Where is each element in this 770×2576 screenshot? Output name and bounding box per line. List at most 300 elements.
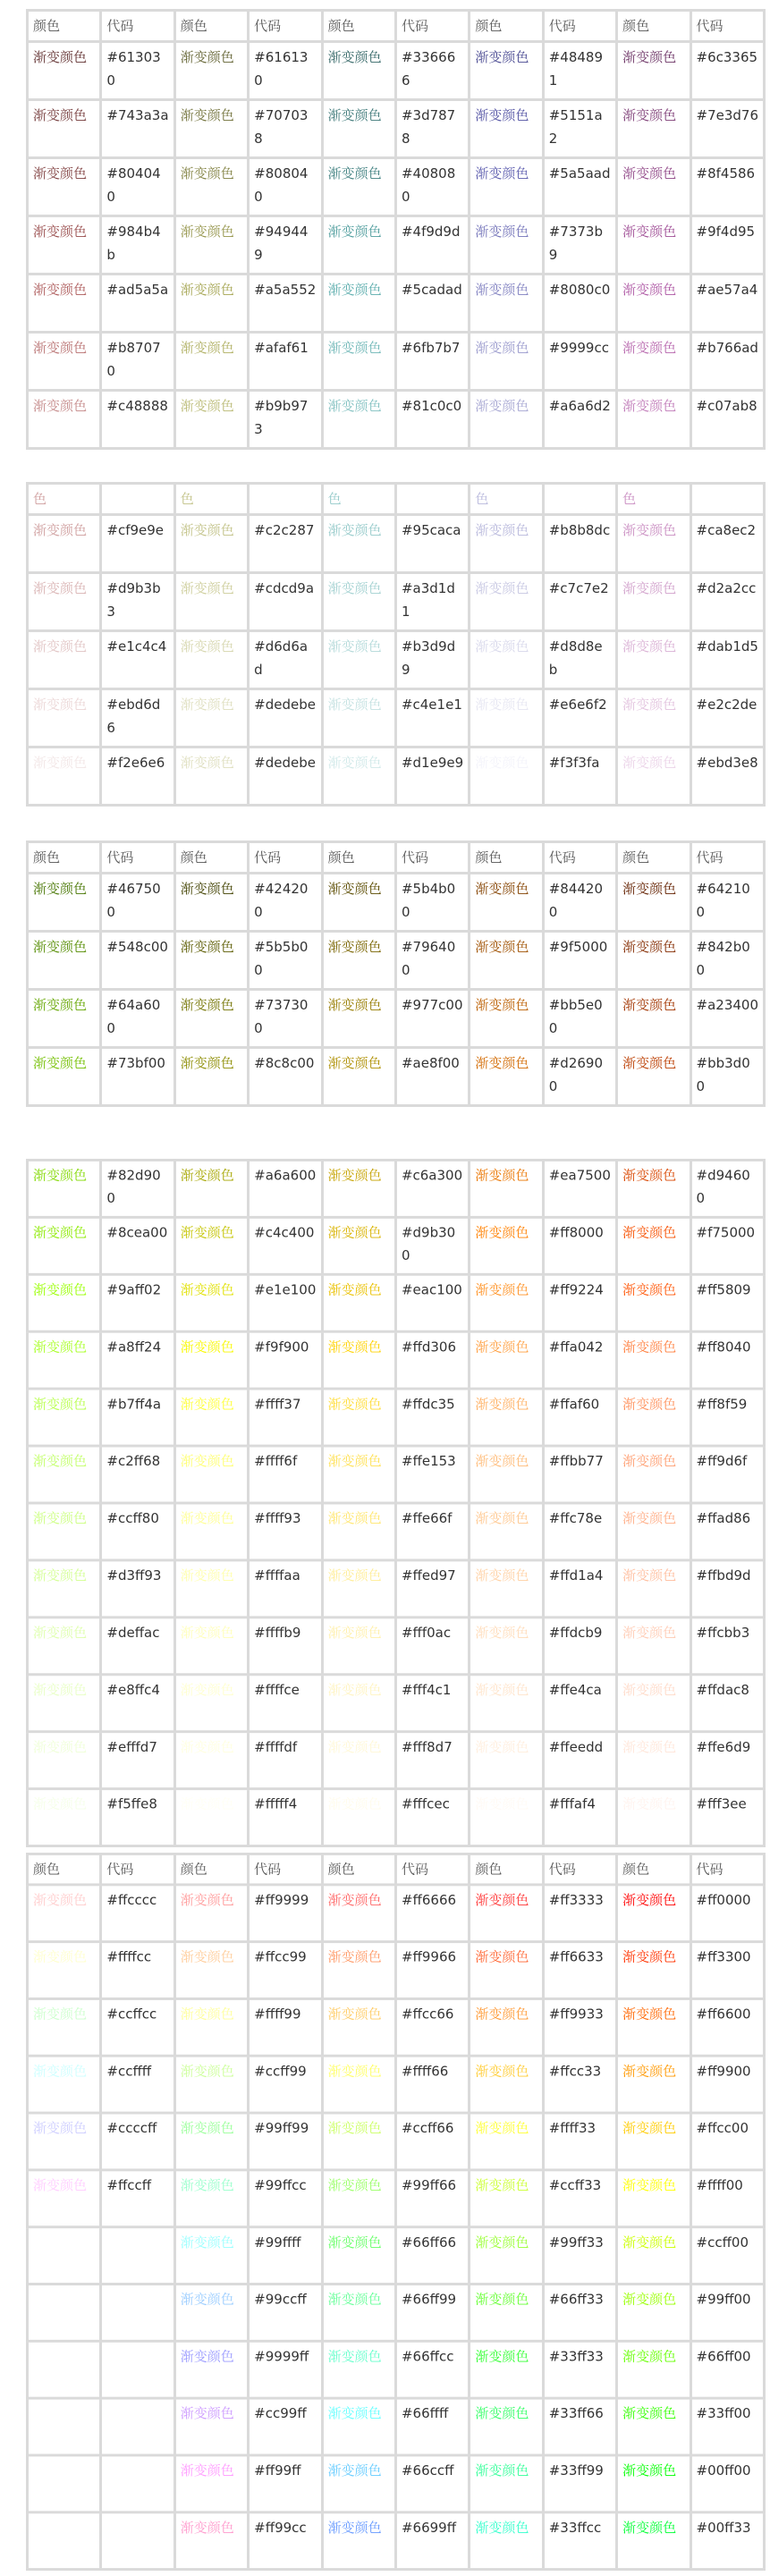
column-header-code: 代码: [101, 1854, 174, 1884]
column-header-color: 颜色: [470, 842, 543, 874]
table-row: [28, 2170, 765, 2227]
color-swatch-cell: 渐变颜色: [322, 1942, 395, 1999]
color-swatch-cell: 渐变颜色: [617, 1732, 690, 1789]
color-swatch-cell: 渐变颜色: [322, 1675, 395, 1732]
color-code-cell: #d94600: [690, 1160, 764, 1217]
color-swatch-cell: 渐变颜色: [322, 1560, 395, 1617]
color-code-cell: #6c3365: [690, 42, 764, 100]
color-code-cell: #ff99cc: [249, 2513, 322, 2570]
color-swatch-cell: 渐变颜色: [470, 2113, 543, 2170]
color-code-cell: #ff6633: [543, 1942, 616, 1999]
color-swatch-cell: 渐变颜色: [617, 932, 690, 990]
color-code-cell: #ffff93: [249, 1503, 322, 1560]
table-row: [28, 573, 765, 631]
color-swatch-cell: [28, 2341, 101, 2398]
color-swatch-cell: 渐变颜色: [174, 2341, 248, 2398]
color-swatch-cell: 渐变颜色: [174, 1885, 248, 1942]
color-code-cell: #b3d9d9: [395, 631, 469, 689]
column-header-code: 代码: [249, 1854, 322, 1884]
color-code-cell: #dedebe: [249, 689, 322, 747]
color-code-cell: #8f4586: [690, 158, 764, 216]
color-swatch-cell: 渐变颜色: [470, 1274, 543, 1331]
color-code-cell: #842b00: [690, 932, 764, 990]
color-code-cell: #33ff33: [543, 2341, 616, 2398]
color-code-cell: #ffffce: [249, 1675, 322, 1732]
column-header-code: 代码: [690, 842, 764, 874]
color-swatch-cell: 渐变颜色: [174, 158, 248, 216]
color-swatch-cell: 渐变颜色: [322, 1732, 395, 1789]
color-code-cell: #e1e100: [249, 1274, 322, 1331]
table-row: [28, 1732, 765, 1789]
color-code-cell: #8080c0: [543, 274, 616, 333]
column-header-color: 颜色: [470, 11, 543, 42]
color-code-cell: #484891: [543, 42, 616, 100]
color-swatch-cell: 渐变颜色: [470, 2056, 543, 2113]
color-code-cell: #ff9933: [543, 1998, 616, 2056]
color-swatch-cell: 渐变颜色: [174, 274, 248, 333]
table-row: [28, 333, 765, 391]
color-code-cell: #977c00: [395, 990, 469, 1048]
color-swatch-cell: 渐变颜色: [470, 216, 543, 274]
color-code-cell: #ffccff: [101, 2170, 174, 2227]
color-code-cell: #d9b3b3: [101, 573, 174, 631]
color-swatch-cell: 渐变颜色: [28, 1732, 101, 1789]
color-swatch-cell: 渐变颜色: [322, 391, 395, 449]
color-swatch-cell: 渐变颜色: [322, 2170, 395, 2227]
color-code-cell: #9999cc: [543, 333, 616, 391]
color-swatch-cell: 渐变颜色: [470, 990, 543, 1048]
color-swatch-cell: 渐变颜色: [617, 2341, 690, 2398]
column-header-color: 颜色: [28, 11, 101, 42]
color-code-cell: #ff9900: [690, 2056, 764, 2113]
color-swatch-cell: 渐变颜色: [470, 1617, 543, 1675]
color-code-cell: #ffbd9d: [690, 1560, 764, 1617]
color-code-cell: #ffff37: [249, 1389, 322, 1446]
color-swatch-cell: 渐变颜色: [28, 158, 101, 216]
color-code-cell: #ff3300: [690, 1942, 764, 1999]
color-swatch-cell: 渐变颜色: [322, 1389, 395, 1446]
color-swatch-cell: 渐变颜色: [617, 1675, 690, 1732]
color-code-cell: #fff0ac: [395, 1617, 469, 1675]
color-code-cell: #9aff02: [101, 1274, 174, 1331]
column-header-code: 代码: [690, 1854, 764, 1884]
color-swatch-cell: 渐变颜色: [28, 2056, 101, 2113]
color-swatch-cell: [28, 2398, 101, 2455]
color-code-cell: #d9b300: [395, 1217, 469, 1274]
color-swatch-cell: 渐变颜色: [470, 333, 543, 391]
color-code-cell: #b7ff4a: [101, 1389, 174, 1446]
color-code-cell: #6fb7b7: [395, 333, 469, 391]
color-swatch-cell: 渐变颜色: [617, 1160, 690, 1217]
color-code-cell: #a5a552: [249, 274, 322, 333]
color-swatch-cell: 渐变颜色: [174, 1732, 248, 1789]
color-swatch-cell: 渐变颜色: [470, 2341, 543, 2398]
color-code-cell: #9f4d95: [690, 216, 764, 274]
color-code-cell: #9f5000: [543, 932, 616, 990]
color-swatch-cell: 渐变颜色: [617, 100, 690, 158]
partial-cell: 色: [28, 484, 101, 515]
color-code-cell: #afaf61: [249, 333, 322, 391]
color-swatch-cell: 渐变颜色: [322, 274, 395, 333]
table-row: [28, 689, 765, 747]
color-swatch-cell: 渐变颜色: [617, 2285, 690, 2342]
column-header-color: 颜色: [174, 842, 248, 874]
color-swatch-cell: 渐变颜色: [617, 391, 690, 449]
partial-cell: [395, 484, 469, 515]
color-swatch-cell: 渐变颜色: [174, 1675, 248, 1732]
color-code-cell: #ffff6f: [249, 1446, 322, 1503]
color-swatch-cell: 渐变颜色: [617, 631, 690, 689]
table-row: [28, 1048, 765, 1106]
partial-cell: 色: [174, 484, 248, 515]
color-swatch-cell: 渐变颜色: [470, 2170, 543, 2227]
table-row: [28, 874, 765, 932]
table-row: [28, 1160, 765, 1217]
color-swatch-cell: 渐变颜色: [322, 1789, 395, 1846]
color-swatch-cell: 渐变颜色: [28, 216, 101, 274]
color-code-cell: #99ff99: [249, 2113, 322, 2170]
color-swatch-cell: 渐变颜色: [174, 100, 248, 158]
table-row: [28, 100, 765, 158]
color-swatch-cell: 渐变颜色: [174, 333, 248, 391]
color-swatch-cell: 渐变颜色: [617, 274, 690, 333]
color-code-cell: #7373b9: [543, 216, 616, 274]
color-code-cell: #ffeedd: [543, 1732, 616, 1789]
color-code-cell: #707038: [249, 100, 322, 158]
color-swatch-cell: 渐变颜色: [617, 2227, 690, 2285]
color-swatch-cell: 渐变颜色: [174, 2056, 248, 2113]
color-code-cell: #ffe6d9: [690, 1732, 764, 1789]
color-code-cell: #a3d1d1: [395, 573, 469, 631]
color-code-cell: [101, 2227, 174, 2285]
color-swatch-cell: 渐变颜色: [28, 874, 101, 932]
color-code-cell: #95caca: [395, 515, 469, 573]
color-code-cell: #ffe66f: [395, 1503, 469, 1560]
color-swatch-cell: 渐变颜色: [322, 932, 395, 990]
color-code-cell: #a23400: [690, 990, 764, 1048]
color-swatch-cell: 渐变颜色: [174, 2513, 248, 2570]
color-swatch-cell: 渐变颜色: [617, 216, 690, 274]
color-swatch-cell: 渐变颜色: [28, 747, 101, 806]
table-row: [28, 2398, 765, 2455]
color-swatch-cell: 渐变颜色: [322, 631, 395, 689]
color-swatch-cell: 渐变颜色: [322, 1446, 395, 1503]
color-code-cell: #efffd7: [101, 1732, 174, 1789]
color-swatch-cell: 渐变颜色: [322, 1885, 395, 1942]
color-table: [26, 1159, 766, 1847]
color-swatch-cell: 渐变颜色: [174, 515, 248, 573]
color-code-cell: [101, 2285, 174, 2342]
color-swatch-cell: 渐变颜色: [322, 874, 395, 932]
color-table: [26, 9, 766, 450]
color-code-cell: #f2e6e6: [101, 747, 174, 806]
table-row: [28, 1389, 765, 1446]
color-swatch-cell: 渐变颜色: [174, 1160, 248, 1217]
color-code-cell: #ffa042: [543, 1331, 616, 1389]
color-code-cell: #808040: [249, 158, 322, 216]
color-swatch-cell: 渐变颜色: [28, 515, 101, 573]
color-swatch-cell: 渐变颜色: [617, 1885, 690, 1942]
color-code-cell: #66ff33: [543, 2285, 616, 2342]
color-swatch-cell: 渐变颜色: [470, 1789, 543, 1846]
column-header-color: 颜色: [617, 11, 690, 42]
color-swatch-cell: 渐变颜色: [28, 1998, 101, 2056]
color-swatch-cell: 渐变颜色: [617, 1217, 690, 1274]
column-header-code: 代码: [395, 842, 469, 874]
color-code-cell: #81c0c0: [395, 391, 469, 449]
color-code-cell: #ccff66: [395, 2113, 469, 2170]
color-code-cell: #c07ab8: [690, 391, 764, 449]
partial-cell: [101, 484, 174, 515]
color-code-cell: #8cea00: [101, 1217, 174, 1274]
table-row: [28, 515, 765, 573]
color-code-cell: #c4c400: [249, 1217, 322, 1274]
color-swatch-cell: 渐变颜色: [470, 1942, 543, 1999]
table-row: [28, 2285, 765, 2342]
color-swatch-cell: 渐变颜色: [322, 100, 395, 158]
color-swatch-cell: 渐变颜色: [322, 1160, 395, 1217]
color-code-cell: #66ccff: [395, 2455, 469, 2513]
color-code-cell: #e1c4c4: [101, 631, 174, 689]
color-code-cell: #ffff33: [543, 2113, 616, 2170]
column-header-color: 颜色: [322, 1854, 395, 1884]
color-code-cell: #ffcc66: [395, 1998, 469, 2056]
color-swatch-cell: 渐变颜色: [470, 391, 543, 449]
color-code-cell: #73bf00: [101, 1048, 174, 1106]
color-code-cell: #66ffcc: [395, 2341, 469, 2398]
table-row: [28, 1675, 765, 1732]
column-header-color: 颜色: [322, 11, 395, 42]
color-swatch-cell: 渐变颜色: [617, 2056, 690, 2113]
color-table: [26, 840, 766, 1107]
color-code-cell: #ffff66: [395, 2056, 469, 2113]
color-swatch-cell: 渐变颜色: [322, 689, 395, 747]
color-code-cell: #7e3d76: [690, 100, 764, 158]
color-code-cell: #dedebe: [249, 747, 322, 806]
color-table-block-c: [26, 840, 766, 1107]
column-header-color: 颜色: [174, 11, 248, 42]
color-code-cell: #ff5809: [690, 1274, 764, 1331]
table-row: [28, 631, 765, 689]
color-code-cell: #3d7878: [395, 100, 469, 158]
color-swatch-cell: 渐变颜色: [617, 1389, 690, 1446]
color-swatch-cell: 渐变颜色: [617, 689, 690, 747]
color-swatch-cell: 渐变颜色: [617, 1503, 690, 1560]
color-swatch-cell: 渐变颜色: [470, 274, 543, 333]
color-code-cell: #66ff00: [690, 2341, 764, 2398]
color-swatch-cell: 渐变颜色: [470, 2513, 543, 2570]
color-swatch-cell: 渐变颜色: [174, 573, 248, 631]
color-swatch-cell: 渐变颜色: [617, 2113, 690, 2170]
color-swatch-cell: 渐变颜色: [174, 1942, 248, 1999]
color-swatch-cell: 渐变颜色: [322, 1331, 395, 1389]
color-code-cell: #ff9d6f: [690, 1446, 764, 1503]
color-swatch-cell: 渐变颜色: [470, 158, 543, 216]
color-swatch-cell: 渐变颜色: [28, 1789, 101, 1846]
color-code-cell: #99ccff: [249, 2285, 322, 2342]
color-code-cell: #408080: [395, 158, 469, 216]
color-swatch-cell: 渐变颜色: [28, 333, 101, 391]
color-swatch-cell: 渐变颜色: [617, 1048, 690, 1106]
color-code-cell: #ccffff: [101, 2056, 174, 2113]
color-swatch-cell: 渐变颜色: [174, 2455, 248, 2513]
column-header-color: 颜色: [470, 1854, 543, 1884]
color-swatch-cell: 渐变颜色: [174, 1217, 248, 1274]
table-header-row: [28, 11, 765, 42]
color-swatch-cell: 渐变颜色: [174, 747, 248, 806]
column-header-color: 颜色: [322, 842, 395, 874]
color-swatch-cell: 渐变颜色: [174, 1446, 248, 1503]
color-swatch-cell: 渐变颜色: [470, 1675, 543, 1732]
color-swatch-cell: 渐变颜色: [322, 515, 395, 573]
color-code-cell: #ae8f00: [395, 1048, 469, 1106]
color-swatch-cell: 渐变颜色: [470, 1331, 543, 1389]
color-code-cell: #336666: [395, 42, 469, 100]
color-swatch-cell: 渐变颜色: [470, 689, 543, 747]
color-code-cell: #ffd1a4: [543, 1560, 616, 1617]
color-swatch-cell: 渐变颜色: [322, 990, 395, 1048]
column-header-code: 代码: [543, 1854, 616, 1884]
color-code-cell: #c4e1e1: [395, 689, 469, 747]
color-swatch-cell: 渐变颜色: [617, 42, 690, 100]
color-code-cell: #66ff66: [395, 2227, 469, 2285]
color-code-cell: #ffe4ca: [543, 1675, 616, 1732]
color-code-cell: #ffbb77: [543, 1446, 616, 1503]
table-row: [28, 1446, 765, 1503]
partial-cell: 色: [617, 484, 690, 515]
color-swatch-cell: 渐变颜色: [617, 158, 690, 216]
color-code-cell: #e6e6f2: [543, 689, 616, 747]
color-code-cell: #642100: [690, 874, 764, 932]
color-table: [26, 482, 766, 807]
color-swatch-cell: 渐变颜色: [28, 1274, 101, 1331]
color-swatch-cell: 渐变颜色: [322, 2455, 395, 2513]
color-code-cell: #bb3d00: [690, 1048, 764, 1106]
color-code-cell: #ffcc00: [690, 2113, 764, 2170]
color-swatch-cell: 渐变颜色: [470, 631, 543, 689]
color-swatch-cell: 渐变颜色: [322, 2113, 395, 2170]
color-code-cell: #ff0000: [690, 1885, 764, 1942]
color-swatch-cell: 渐变颜色: [617, 990, 690, 1048]
color-swatch-cell: 渐变颜色: [617, 1942, 690, 1999]
color-swatch-cell: 渐变颜色: [322, 2398, 395, 2455]
color-code-cell: #ffdc35: [395, 1389, 469, 1446]
color-swatch-cell: 渐变颜色: [322, 747, 395, 806]
color-swatch-cell: 渐变颜色: [28, 1560, 101, 1617]
color-swatch-cell: 渐变颜色: [28, 1446, 101, 1503]
color-code-cell: #613030: [101, 42, 174, 100]
color-code-cell: #c7c7e2: [543, 573, 616, 631]
color-swatch-cell: 渐变颜色: [174, 391, 248, 449]
color-swatch-cell: 渐变颜色: [28, 100, 101, 158]
column-header-color: 颜色: [617, 1854, 690, 1884]
color-code-cell: #ea7500: [543, 1160, 616, 1217]
color-table-block-e: [26, 1853, 766, 2571]
table-row: [28, 391, 765, 449]
color-swatch-cell: 渐变颜色: [470, 932, 543, 990]
color-swatch-cell: 渐变颜色: [470, 1885, 543, 1942]
column-header-color: 颜色: [617, 842, 690, 874]
color-code-cell: #f75000: [690, 1217, 764, 1274]
color-code-cell: #ffdcb9: [543, 1617, 616, 1675]
color-code-cell: #33ff00: [690, 2398, 764, 2455]
color-code-cell: #984b4b: [101, 216, 174, 274]
color-code-cell: #ffcc99: [249, 1942, 322, 1999]
color-code-cell: #fff3ee: [690, 1789, 764, 1846]
color-code-cell: #f5ffe8: [101, 1789, 174, 1846]
color-code-cell: #b87070: [101, 333, 174, 391]
color-swatch-cell: 渐变颜色: [28, 689, 101, 747]
color-swatch-cell: 渐变颜色: [174, 216, 248, 274]
table-row: [28, 1942, 765, 1999]
partial-cell: 色: [470, 484, 543, 515]
color-swatch-cell: 渐变颜色: [617, 2398, 690, 2455]
color-swatch-cell: 渐变颜色: [322, 1217, 395, 1274]
color-code-cell: #33ff99: [543, 2455, 616, 2513]
color-code-cell: #b9b973: [249, 391, 322, 449]
color-swatch-cell: 渐变颜色: [322, 2227, 395, 2285]
color-swatch-cell: 渐变颜色: [322, 1998, 395, 2056]
color-swatch-cell: 渐变颜色: [174, 1789, 248, 1846]
color-swatch-cell: 渐变颜色: [617, 1560, 690, 1617]
color-swatch-cell: 渐变颜色: [28, 391, 101, 449]
color-swatch-cell: 渐变颜色: [617, 1998, 690, 2056]
color-code-cell: #ffed97: [395, 1560, 469, 1617]
color-swatch-cell: 渐变颜色: [470, 1389, 543, 1446]
color-code-cell: #ffcccc: [101, 1885, 174, 1942]
color-code-cell: #ff8000: [543, 1217, 616, 1274]
color-code-cell: #ff8040: [690, 1331, 764, 1389]
color-code-cell: [101, 2341, 174, 2398]
color-swatch-cell: 渐变颜色: [174, 2227, 248, 2285]
column-header-code: 代码: [395, 11, 469, 42]
column-header-code: 代码: [249, 842, 322, 874]
color-swatch-cell: 渐变颜色: [617, 1446, 690, 1503]
color-code-cell: #66ff99: [395, 2285, 469, 2342]
color-code-cell: #ebd3e8: [690, 747, 764, 806]
partial-cell: [543, 484, 616, 515]
color-code-cell: #ffad86: [690, 1503, 764, 1560]
color-swatch-cell: 渐变颜色: [617, 1789, 690, 1846]
color-code-cell: #ff6666: [395, 1885, 469, 1942]
color-code-cell: #fffcec: [395, 1789, 469, 1846]
table-row: [28, 1885, 765, 1942]
color-code-cell: #ffff00: [690, 2170, 764, 2227]
color-code-cell: #743a3a: [101, 100, 174, 158]
table-header-row: [28, 842, 765, 874]
table-row: [28, 2455, 765, 2513]
color-code-cell: #ffcc33: [543, 2056, 616, 2113]
color-code-cell: #fff4c1: [395, 1675, 469, 1732]
color-swatch-cell: 渐变颜色: [617, 2455, 690, 2513]
color-swatch-cell: [28, 2285, 101, 2342]
color-code-cell: #ccff80: [101, 1503, 174, 1560]
color-swatch-cell: 渐变颜色: [28, 1389, 101, 1446]
color-swatch-cell: 渐变颜色: [174, 2398, 248, 2455]
table-row: [28, 1217, 765, 1274]
color-swatch-cell: 渐变颜色: [470, 2398, 543, 2455]
color-swatch-cell: 渐变颜色: [174, 1048, 248, 1106]
table-row: [28, 932, 765, 990]
color-swatch-cell: 渐变颜色: [28, 1048, 101, 1106]
color-code-cell: #ffaf60: [543, 1389, 616, 1446]
column-header-code: 代码: [543, 842, 616, 874]
column-header-color: 颜色: [28, 1854, 101, 1884]
color-swatch-cell: 渐变颜色: [470, 515, 543, 573]
color-swatch-cell: 渐变颜色: [322, 1617, 395, 1675]
table-row: [28, 274, 765, 333]
color-swatch-cell: 渐变颜色: [322, 2285, 395, 2342]
